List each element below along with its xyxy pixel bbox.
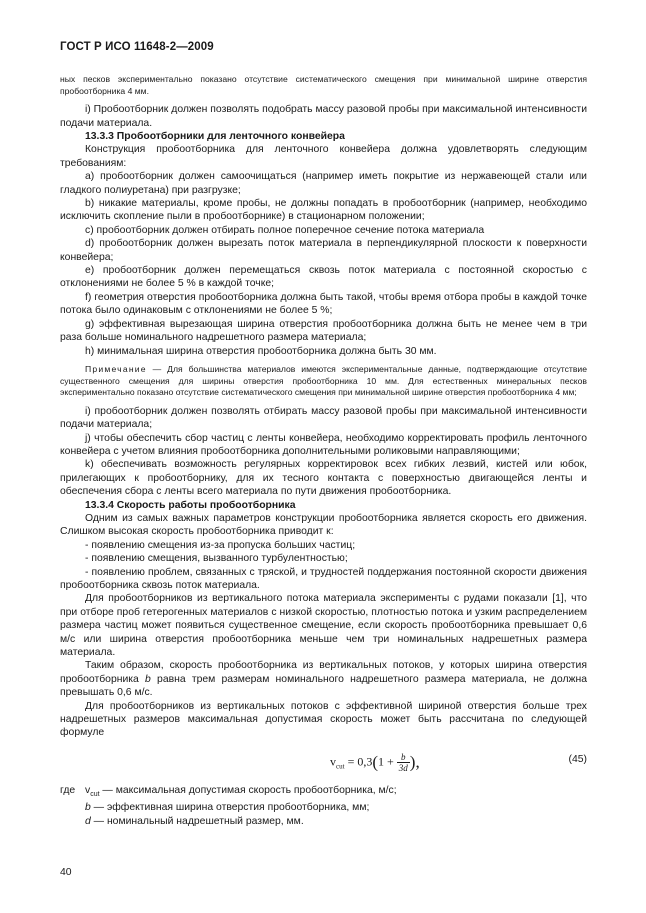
note-paragraph (60, 364, 587, 399)
section-heading-13-3-4: 13.3.4 Скорость работы пробоотборника (85, 499, 296, 511)
definition-b (85, 801, 369, 814)
formula-lhs: v (330, 754, 336, 769)
list-item-k: k) обеспечивать возможность регулярных корректировок всех гибких лезвий, кистей или юбок, прилегающих к пробоотборнику, для их тесного контакта с поверхностью двигающейся ленты и обеспечения сбора с ленты всего материала по пути движения пробоотборника. (60, 459, 587, 498)
definition-row (60, 801, 587, 814)
list-item-f: f) геометрия отверстия пробоотборника должна быть такой, чтобы время отбора пробы в каждой точке потока было одинаковым с отклонениями не более 5 %; (60, 291, 587, 317)
page-content (60, 74, 587, 828)
formula-lhs-subscript: cut (336, 762, 345, 771)
def-text: — эффективная ширина отверстия пробоотборника, мм; (90, 802, 370, 814)
formula-number: (45) (568, 753, 587, 765)
list-item-b: b) никакие материалы, кроме пробы, не должны попадать в пробоотборник (например, необходимо исключить скопление пыли в пробоотборнике) в стационарном положении; (60, 198, 587, 223)
def-symbol: b (85, 802, 91, 814)
paragraph-experiments: Для пробоотборников из вертикального потока материала эксперименты с рудами показали [1], что при отборе проб гетерогенных материалов с низкой скоростью, плотностью потока и узким распределением размера частиц может появиться существенное смещение, если скорость пробоотборника превышает 0,6 м/с или ширина отверстия пробоотборника меньше чем три номинальных надрешетных размера материала. (60, 593, 587, 658)
fraction-numerator: b (397, 752, 410, 763)
list-item-e: e) пробоотборник должен перемещаться сквозь поток материала с постоянной скоростью с отклонениями не более 5 % в каждой точке; (60, 265, 587, 290)
formula-45 (60, 748, 587, 778)
def-symbol: d (85, 815, 91, 827)
fraction-denominator: 3d (398, 762, 408, 773)
def-symbol: v (85, 784, 91, 796)
section-intro: Конструкция пробоотборника для ленточного конвейера должна удовлетворять следующим требованиям: (60, 144, 587, 169)
bullet-item-1: - появлению смещения из-за пропуска больших частиц; (85, 539, 356, 551)
where-definitions (60, 784, 587, 828)
paragraph-conclusion (60, 659, 587, 699)
conclusion-text-b: равна трем размерам номинального надрешетного размера материала, не должна превышать 0,6 м/с. (60, 673, 587, 699)
paragraph-formula-intro: Для пробоотборников из вертикальных потоков с эффективной шириной отверстия больше трех надрешетных размеров максимальная допустимая скорость может быть рассчитана по следующей формуле (60, 700, 587, 739)
section-heading-13-3-3: 13.3.3 Пробоотборники для ленточного конвейера (85, 131, 345, 142)
list-item-g: g) эффективная вырезающая ширина отверстия пробоотборника должна быть не менее чем в три раза больше номинального надрешетного размера материала; (60, 318, 587, 344)
def-subscript: cut (90, 790, 100, 798)
paragraph-item-i-prev: i) Пробоотборник должен позволять подобрать массу разовой пробы при максимальной интенсивности подачи материала. (60, 104, 587, 129)
where-label: где (60, 784, 76, 796)
formula-one-plus: 1 + (378, 754, 397, 769)
note-label: Примечание (85, 363, 147, 374)
list-item-c: c) пробоотборник должен отбирать полное поперечное сечение потока материала (85, 224, 485, 236)
document-header: ГОСТ Р ИСО 11648-2—2009 (60, 41, 214, 53)
list-item-a: a) пробоотборник должен самоочищаться (например иметь покрытие из нержавеющей стали или гладкого полиуретана) при разгрузке; (60, 171, 587, 196)
formula-fraction (397, 752, 410, 773)
definition-row (60, 815, 587, 828)
list-item-d: d) пробоотборник должен вырезать поток материала в перпендикулярной плоскости к поверхности конвейера; (60, 238, 587, 263)
page-number: 40 (60, 867, 72, 878)
conclusion-text-a: Таким образом, скорость пробоотборника из вертикальных потоков, у которых ширина отверстия пробоотборника (60, 660, 587, 685)
def-text: — максимальная допустимая скорость пробоотборника, м/с; (99, 784, 397, 796)
continued-note: ных песков экспериментально показано отсутствие систематического смещения при минимальной ширине отверстия пробоотборника 4 мм. (60, 74, 587, 96)
def-text: — номинальный надрешетный размер, мм. (90, 815, 304, 827)
note-text: — Для большинства материалов имеются экспериментальные данные, подтверждающие отсутствие существенного смещения для ширины отверстия пробоотборника 10 мм. Для естественных минеральных песков экспериментально показано отсутствие систематического смещения при минимальной ширине отверстия пробоотборника 4 мм; (60, 363, 587, 398)
bullet-item-2: - появлению смещения, вызванного турбулентностью; (85, 553, 348, 565)
formula-rhs-prefix: = 0,3 (344, 754, 373, 769)
formula-tail: ), (409, 752, 420, 772)
bullet-item-3: - появлению проблем, связанных с тряской, и трудностей поддержания постоянной скорости движения пробоотборника сквозь поток материала. (60, 566, 587, 591)
definition-d (85, 815, 304, 828)
list-item-j: j) чтобы обеспечить сбор частиц с ленты конвейера, необходимо корректировать профиль ленточного конвейера с учетом влияния пробоотборника дополнительными роликовыми направляющими; (60, 432, 587, 457)
list-item-h: h) минимальная ширина отверстия пробоотборника должна быть 30 мм. (85, 345, 437, 357)
formula-open-paren: ( (372, 752, 379, 772)
definition-row (60, 784, 587, 801)
formula-expression (330, 752, 420, 773)
variable-b: b (145, 673, 151, 685)
definition-v-cut (85, 784, 397, 801)
list-item-i: i) пробоотборник должен позволять отбирать массу разовой пробы при максимальной интенсивности подачи материала; (60, 405, 587, 431)
paragraph-speed-intro: Одним из самых важных параметров конструкции пробоотборника является скорость его движения. Слишком высокая скорость пробоотборника приводит к: (60, 512, 587, 538)
